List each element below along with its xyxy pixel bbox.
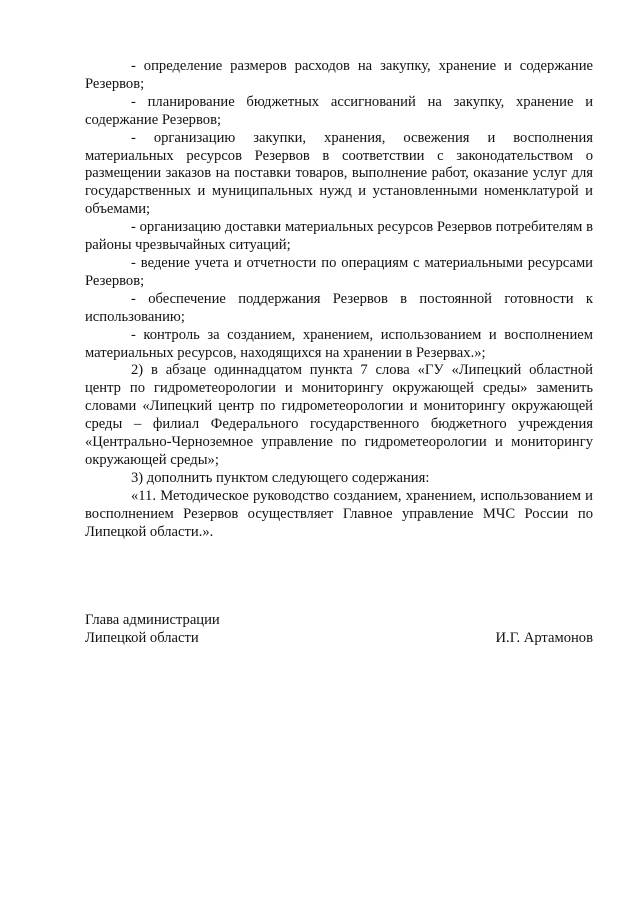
paragraph-budget-planning: - планирование бюджетных ассигнований на закупку, хранение и содержание Резервов; [85,93,593,128]
paragraph-readiness: - обеспечение поддержания Резервов в постоянной готовности к использованию; [85,290,593,325]
paragraph-expense-definition: - определение размеров расходов на закупку, хранение и содержание Резервов; [85,58,593,92]
paragraph-procurement-organization: - организацию закупки, хранения, освежения и восполнения материальных ресурсов Резервов в соответствии с законодательством о размещении заказов на поставки товаров, выполнение работ, оказание услуг для государственных и муниципальных нужд и установленными номенклатурой и объемами; [85,129,593,218]
signature-position-line2: Липецкой области [85,629,199,646]
paragraph-amendment-3: 3) дополнить пунктом следующего содержания: [131,469,430,486]
paragraph-amendment-2: 2) в абзаце одиннадцатом пункта 7 слова «ГУ «Липецкий областной центр по гидрометеорологии и мониторингу окружающей среды» заменить словами «Липецкий центр по гидрометеорологии и мониторингу окружающей среды – филиал Федерального государственного бюджетного учреждения «Центрально-Черноземное управление по гидрометеорологии и мониторингу окружающей среды»; [85,362,593,468]
signature-row [85,630,593,648]
paragraph-accounting: - ведение учета и отчетности по операциям с материальными ресурсами Резервов; [85,254,593,289]
paragraph-delivery-organization: - организацию доставки материальных ресурсов Резервов потребителям в районы чрезвычайных ситуаций; [85,219,593,254]
signature-block [85,612,593,648]
paragraph-control: - контроль за созданием, хранением, использованием и восполнением материальных ресурсов, находящихся на хранении в Резервах.»; [85,326,593,361]
signature-position-line1: Глава администрации [85,612,220,628]
document-body [85,58,593,541]
paragraph-item-11: «11. Методическое руководство созданием, хранением, использованием и восполнением Резервов осуществляет Главное управление МЧС России по Липецкой области.». [85,487,593,540]
signatory-name: И.Г. Артамонов [495,629,593,646]
